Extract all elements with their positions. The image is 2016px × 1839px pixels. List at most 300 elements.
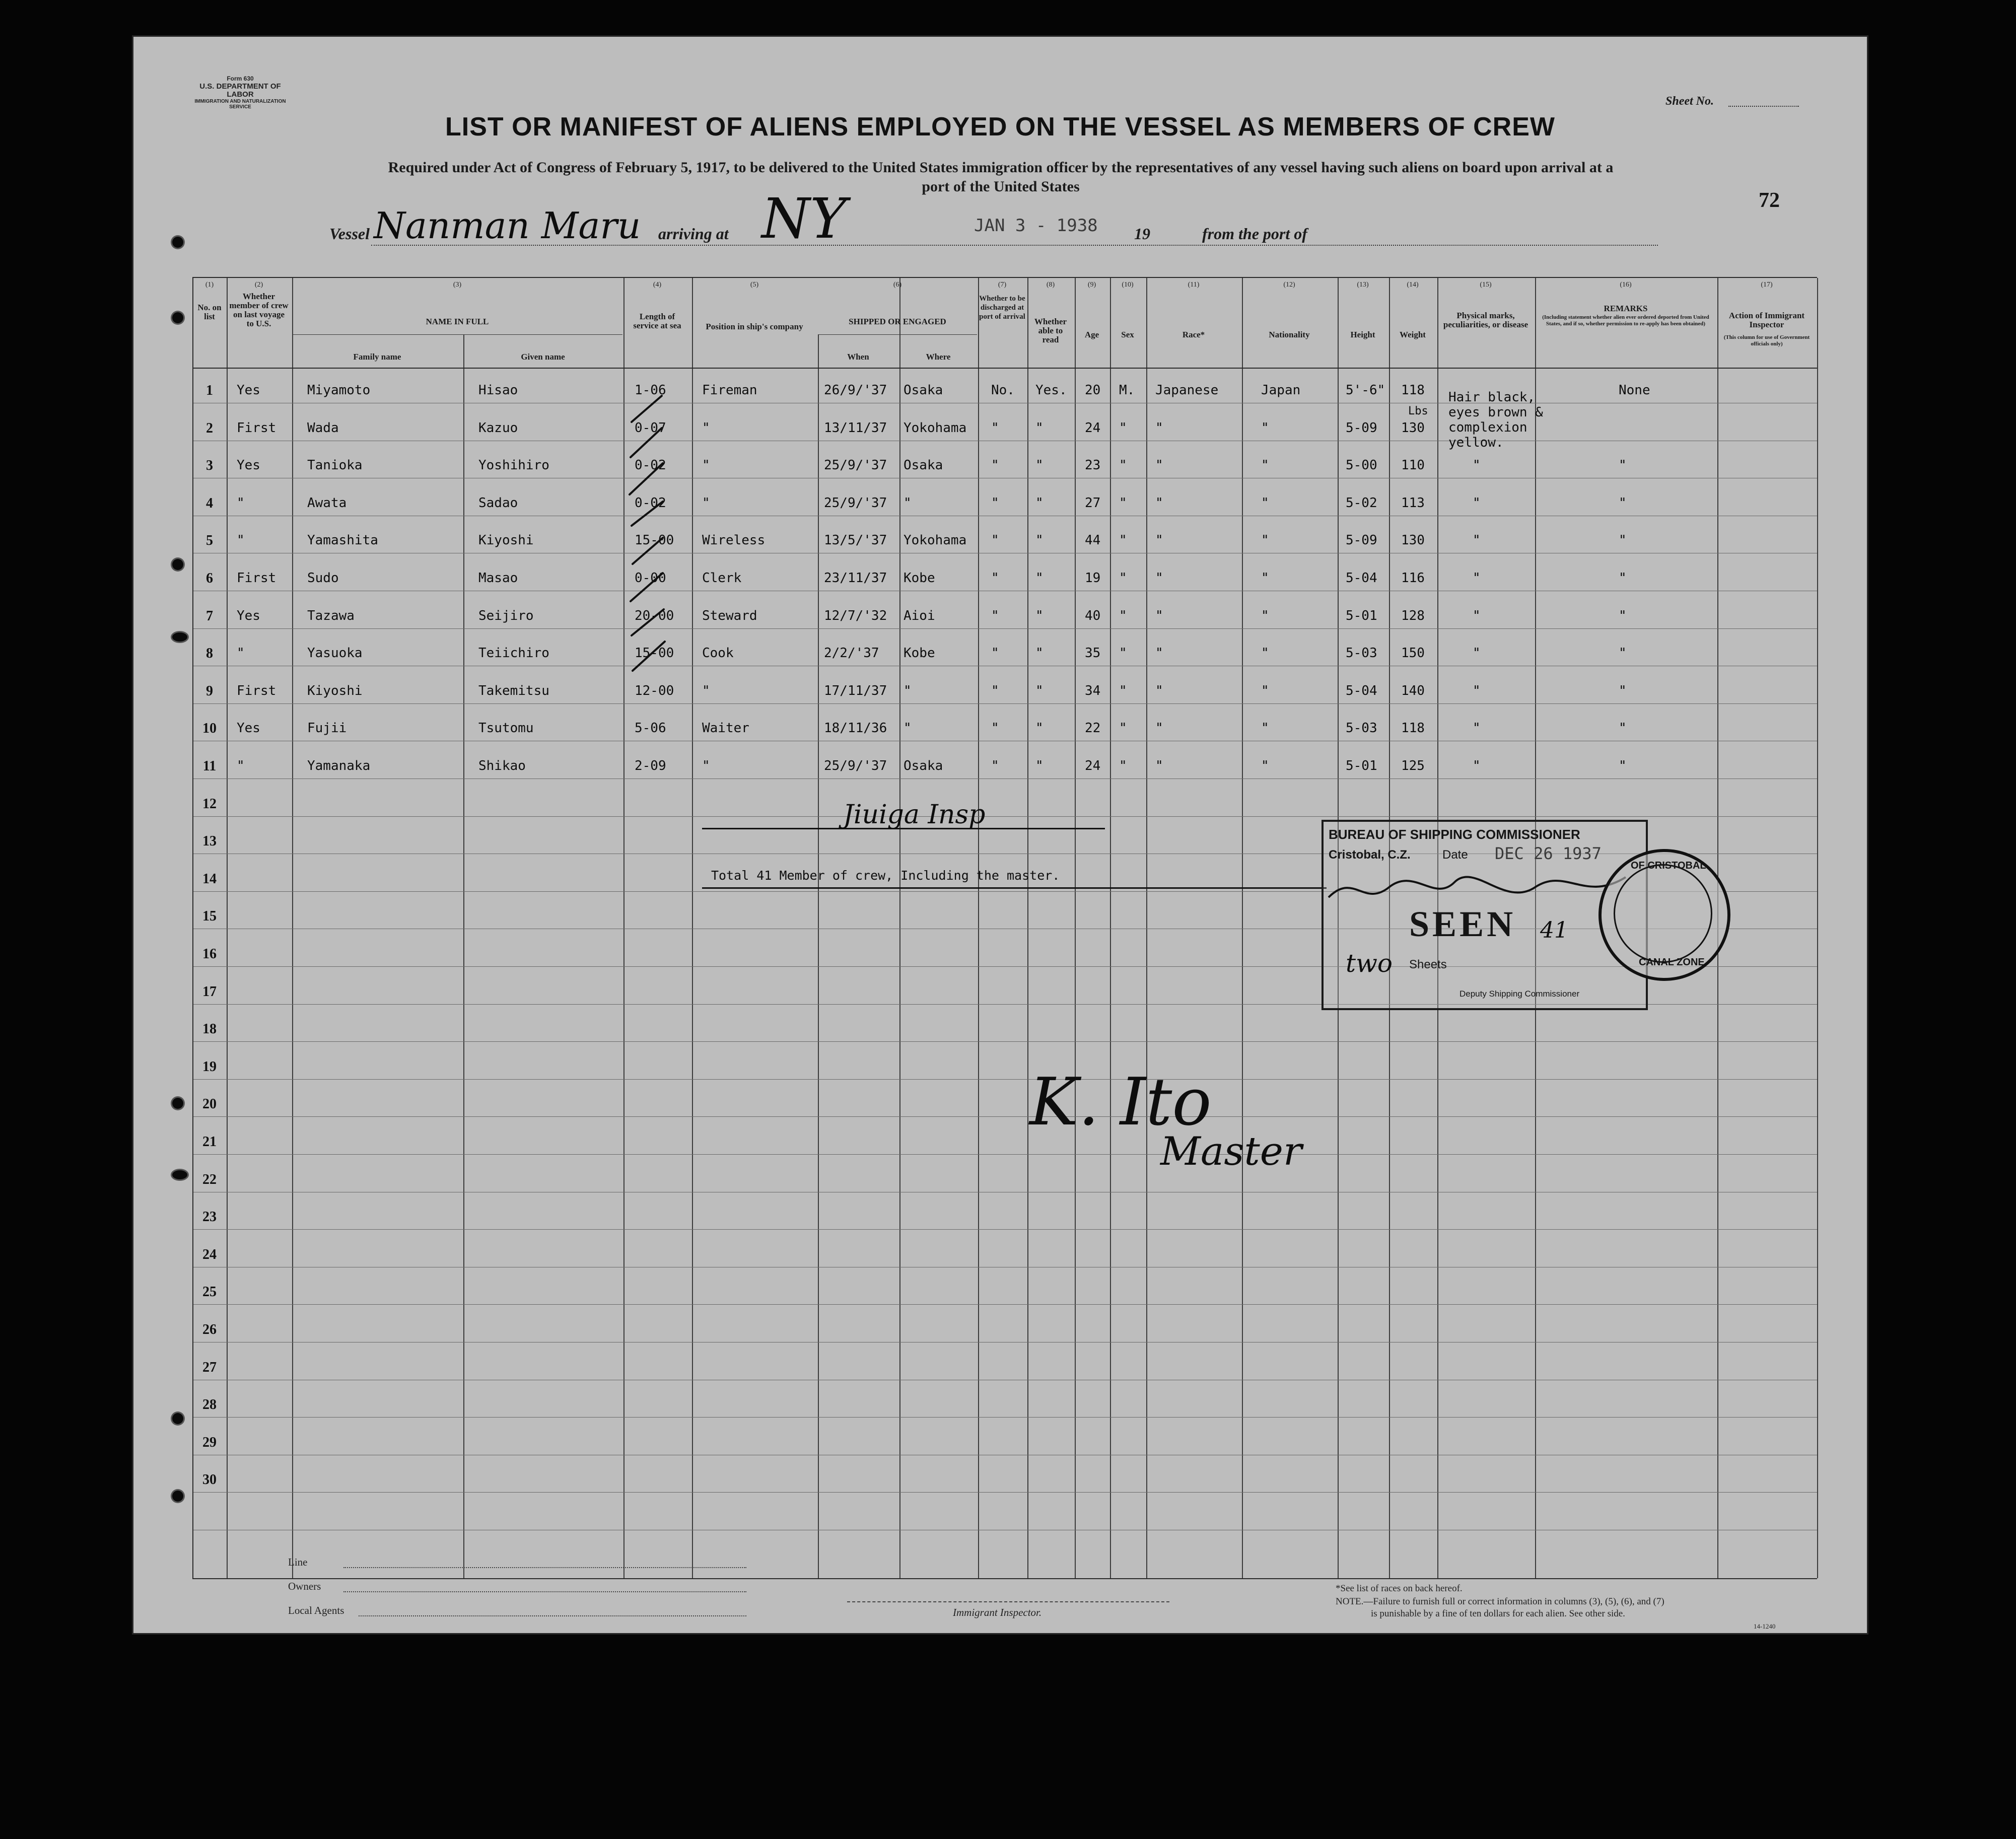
col-header-given-name: Given name [521, 352, 565, 362]
shipped-where-cell: Kobe [903, 646, 935, 661]
discharged-cell: " [991, 495, 999, 511]
total-crew-note: Total 41 Member of crew, Including the master. [711, 868, 1060, 883]
footer-line-label: Line [288, 1556, 308, 1568]
col-header-nationality: Nationality [1269, 330, 1310, 339]
row-number: 23 [202, 1209, 217, 1225]
form-subtitle [207, 158, 1794, 196]
master-title: Master [1160, 1129, 1302, 1174]
col-number: (10) [1122, 281, 1134, 289]
weight-cell: 130 [1401, 533, 1425, 548]
col-number: (4) [653, 281, 662, 289]
discharged-cell: " [991, 420, 999, 436]
race-cell: " [1155, 721, 1163, 736]
remarks-cell: " [1619, 533, 1627, 548]
row-number: 15 [202, 908, 217, 925]
cristobal-seal [1598, 849, 1730, 981]
col-header-shipped: SHIPPED OR ENGAGED [849, 317, 946, 326]
stamp-sheets-hand: two [1346, 949, 1393, 978]
col-header-height: Height [1350, 330, 1375, 339]
vessel-dotted-line [371, 245, 1658, 246]
footer-owners-field [343, 1591, 746, 1592]
race-cell: " [1155, 758, 1163, 773]
arriving-port: NY [761, 186, 847, 251]
height-cell: 5-03 [1346, 646, 1377, 661]
given-name-cell: Takemitsu [478, 683, 549, 698]
last-voyage-cell: First [237, 683, 276, 698]
age-cell: 24 [1085, 758, 1101, 773]
remarks-cell: " [1619, 646, 1627, 661]
col-header-action: Action of Immigrant Inspector [1728, 311, 1805, 329]
row-rule [193, 816, 1817, 817]
column-rule [1075, 278, 1076, 1578]
shipped-when-cell: 18/11/36 [824, 721, 887, 736]
race-cell: " [1155, 608, 1163, 623]
col-header-physical-marks: Physical marks, peculiarities, or disease [1443, 311, 1528, 329]
age-cell: 44 [1085, 533, 1101, 548]
header-rule [193, 368, 1817, 369]
shipped-where-cell: Osaka [903, 758, 943, 773]
shipped-when-cell: 23/11/37 [824, 571, 887, 586]
row-rule [193, 1154, 1817, 1155]
row-number: 25 [202, 1284, 217, 1300]
given-name-cell: Kazuo [478, 420, 518, 436]
shipped-where-cell: " [903, 721, 912, 736]
weight-cell: 110 [1401, 458, 1425, 473]
footer-penalty-note-1: NOTE.—Failure to furnish full or correct information in columns (3), (5), (6), and (7) [1336, 1596, 1664, 1607]
age-cell: 34 [1085, 683, 1101, 698]
footer-inspector-field [847, 1601, 1169, 1602]
sheet-number-field [1728, 106, 1799, 107]
inspector-signature: Jiuiga Insp [843, 800, 986, 830]
shipped-when-cell: 17/11/37 [824, 683, 887, 698]
physical-marks-cell: " [1473, 608, 1481, 623]
weight-cell: 150 [1401, 646, 1425, 661]
position-cell: Clerk [702, 571, 742, 586]
row-number: 16 [202, 946, 217, 962]
weight-cell: 140 [1401, 683, 1425, 698]
height-cell: 5-01 [1346, 758, 1377, 773]
able-to-read-cell: " [1035, 721, 1044, 736]
stamp-bureau: BUREAU OF SHIPPING COMMISSIONER [1329, 827, 1580, 842]
binder-hole [172, 632, 187, 642]
row-number: 22 [202, 1171, 217, 1187]
physical-marks-line: Hair black, [1448, 390, 1536, 405]
footer-inspector-label: Immigrant Inspector. [953, 1606, 1042, 1618]
row-number: 17 [202, 983, 217, 1000]
remarks-cell: " [1619, 458, 1627, 473]
age-cell: 35 [1085, 646, 1101, 661]
subtitle-line-2: port of the United States [922, 178, 1080, 195]
column-rule [292, 278, 293, 1578]
row-number: 20 [202, 1096, 217, 1112]
position-cell: " [702, 683, 710, 698]
weight-cell: 116 [1401, 571, 1425, 586]
seal-top-text: OF CRISTOBAL [1631, 860, 1706, 871]
row-number: 9 [206, 683, 213, 699]
height-cell: 5-01 [1346, 608, 1377, 623]
given-name-cell: Teiichiro [478, 646, 549, 661]
col-header-discharged: Whether to be discharged at port of arrival [979, 295, 1025, 321]
physical-marks-cell: " [1473, 495, 1481, 511]
footer-agents-label: Local Agents [288, 1604, 344, 1616]
height-cell: 5-09 [1346, 533, 1377, 548]
row-number: 3 [206, 458, 213, 474]
column-rule [1110, 278, 1111, 1578]
last-voyage-cell: Yes [237, 608, 260, 623]
row-number: 30 [202, 1472, 217, 1488]
binder-hole [172, 312, 183, 323]
nationality-cell: " [1261, 420, 1269, 436]
age-cell: 40 [1085, 608, 1101, 623]
binder-hole [172, 559, 183, 570]
family-name-cell: Yamashita [307, 533, 378, 548]
binder-hole [172, 1491, 183, 1502]
col-header-family-name: Family name [353, 352, 401, 362]
row-rule [193, 1041, 1817, 1042]
col-number: (5) [750, 281, 759, 289]
col-header-read: Whether able to read [1034, 317, 1067, 344]
stamp-scribble [1324, 867, 1636, 912]
position-cell: Wireless [702, 533, 766, 548]
remarks-cell: " [1619, 721, 1627, 736]
total-rule [702, 887, 1327, 889]
physical-marks-line: yellow. [1448, 435, 1504, 450]
row-number: 10 [202, 721, 217, 737]
discharged-cell: " [991, 533, 999, 548]
sheet-number-label: Sheet No. [1665, 95, 1714, 108]
shipped-when-cell: 26/9/'37 [824, 383, 887, 398]
row-number: 5 [206, 533, 213, 549]
race-cell: " [1155, 533, 1163, 548]
discharged-cell: " [991, 458, 999, 473]
race-cell: " [1155, 683, 1163, 698]
remarks-cell: " [1619, 608, 1627, 623]
col-header-where: Where [926, 352, 951, 362]
given-name-cell: Sadao [478, 495, 518, 511]
discharged-cell: No. [991, 383, 1015, 398]
department-label: U.S. DEPARTMENT OF LABOR [199, 82, 281, 99]
col-header-last-voyage: Whether member of crew on last voyage to U.S. [229, 292, 289, 328]
discharged-cell: " [991, 571, 999, 586]
column-rule [899, 278, 900, 1578]
physical-marks-cell: " [1473, 683, 1481, 698]
service-length-cell: 0-02 [635, 495, 666, 511]
col-header-race: Race* [1182, 330, 1205, 339]
physical-marks-cell: " [1473, 646, 1481, 661]
discharged-cell: " [991, 683, 999, 698]
family-name-cell: Tazawa [307, 608, 355, 623]
weight-cell: 113 [1401, 495, 1425, 511]
page-number: 72 [1759, 189, 1780, 212]
binder-hole [172, 1170, 187, 1179]
row-rule [193, 1116, 1817, 1117]
stamp-date-label: Date [1442, 848, 1468, 862]
position-cell: " [702, 758, 710, 773]
footer-owners-label: Owners [288, 1580, 321, 1592]
age-cell: 23 [1085, 458, 1101, 473]
column-rule [1242, 278, 1243, 1578]
physical-marks-line: eyes brown & [1448, 405, 1543, 420]
given-name-cell: Kiyoshi [478, 533, 534, 548]
physical-marks-cell: " [1473, 758, 1481, 773]
row-rule [193, 1492, 1817, 1493]
col-header-remarks: REMARKS [1604, 304, 1648, 313]
check-marks [621, 394, 682, 676]
footer-line-field [343, 1567, 746, 1568]
shipped-when-cell: 13/11/37 [824, 420, 887, 436]
arrival-date-stamp: JAN 3 - 1938 [974, 216, 1098, 236]
height-cell: 5-02 [1346, 495, 1377, 511]
shipped-where-cell: Osaka [903, 383, 943, 398]
family-name-cell: Fujii [307, 721, 347, 736]
service-length-cell: 20-00 [635, 608, 674, 623]
able-to-read-cell: " [1035, 458, 1044, 473]
column-rule [463, 334, 464, 1578]
given-name-cell: Yoshihiro [478, 458, 549, 473]
row-number: 19 [202, 1058, 217, 1075]
nationality-cell: " [1261, 646, 1269, 661]
row-number: 12 [202, 796, 217, 812]
from-port-label: from the port of [1202, 225, 1307, 243]
year-label: 19 [1134, 225, 1150, 243]
able-to-read-cell: " [1035, 646, 1044, 661]
binder-hole [172, 237, 183, 248]
position-cell: Steward [702, 608, 757, 623]
footer-races-note: *See list of races on back hereof. [1336, 1583, 1463, 1594]
weight-cell: 125 [1401, 758, 1425, 773]
vessel-name: Nanman Maru [374, 204, 641, 247]
col-number: (12) [1283, 281, 1295, 289]
seal-bottom-text: CANAL ZONE [1639, 957, 1705, 968]
row-number: 11 [202, 758, 217, 774]
sex-cell: " [1119, 608, 1127, 623]
remarks-cell: " [1619, 683, 1627, 698]
position-cell: " [702, 420, 710, 436]
col-number: (13) [1357, 281, 1369, 289]
form-header [187, 75, 293, 110]
shipped-where-cell: " [903, 495, 912, 511]
able-to-read-cell: Yes. [1035, 383, 1067, 398]
col-number: (16) [1620, 281, 1632, 289]
vessel-label: Vessel [329, 225, 370, 243]
service-length-cell: 0-00 [635, 571, 666, 586]
race-cell: " [1155, 420, 1163, 436]
family-name-cell: Kiyoshi [307, 683, 363, 698]
discharged-cell: " [991, 721, 999, 736]
physical-marks-cell: " [1473, 458, 1481, 473]
row-rule [193, 1229, 1817, 1230]
row-number: 21 [202, 1134, 217, 1150]
row-number: 2 [206, 420, 213, 436]
given-name-cell: Masao [478, 571, 518, 586]
age-cell: 27 [1085, 495, 1101, 511]
service-length-cell: 12-00 [635, 683, 674, 698]
footer-agents-field [359, 1615, 746, 1616]
col-header-position: Position in ship's company [706, 322, 803, 331]
able-to-read-cell: " [1035, 608, 1044, 623]
position-cell: " [702, 495, 710, 511]
given-name-cell: Seijiro [478, 608, 534, 623]
height-cell: 5-00 [1346, 458, 1377, 473]
weight-unit: Lbs [1408, 405, 1428, 417]
col-number: (7) [998, 281, 1007, 289]
nationality-cell: " [1261, 495, 1269, 511]
family-name-cell: Sudo [307, 571, 339, 586]
position-cell: " [702, 458, 710, 473]
height-cell: 5-03 [1346, 721, 1377, 736]
last-voyage-cell: First [237, 571, 276, 586]
position-cell: Cook [702, 646, 734, 661]
nationality-cell: " [1261, 683, 1269, 698]
race-cell: " [1155, 571, 1163, 586]
physical-marks-cell: " [1473, 533, 1481, 548]
remarks-cell: None [1619, 383, 1650, 398]
service-length-cell: 15-00 [635, 646, 674, 661]
height-cell: 5-09 [1346, 420, 1377, 436]
able-to-read-cell: " [1035, 495, 1044, 511]
row-number: 27 [202, 1359, 217, 1375]
weight-cell: 128 [1401, 608, 1425, 623]
able-to-read-cell: " [1035, 683, 1044, 698]
last-voyage-cell: " [237, 495, 245, 511]
row-rule [193, 703, 1817, 704]
shipped-where-cell: Yokohama [903, 533, 967, 548]
last-voyage-cell: " [237, 533, 245, 548]
race-cell: " [1155, 646, 1163, 661]
weight-cell: 118 [1401, 721, 1425, 736]
shipped-where-cell: Kobe [903, 571, 935, 586]
col-number: (8) [1046, 281, 1055, 289]
discharged-cell: " [991, 646, 999, 661]
discharged-cell: " [991, 758, 999, 773]
nationality-cell: " [1261, 721, 1269, 736]
able-to-read-cell: " [1035, 420, 1044, 436]
able-to-read-cell: " [1035, 533, 1044, 548]
stamp-sheets-label: Sheets [1409, 958, 1447, 971]
column-rule [692, 278, 693, 1578]
row-rule [193, 1304, 1817, 1305]
height-cell: 5'-6" [1346, 383, 1385, 398]
column-rule [227, 278, 228, 1578]
shipped-when-cell: 2/2/'37 [824, 646, 879, 661]
row-rule [193, 1079, 1817, 1080]
seal-inner-ring [1614, 864, 1712, 963]
row-number: 14 [202, 871, 217, 887]
sex-cell: " [1119, 683, 1127, 698]
row-rule [193, 628, 1817, 629]
service-length-cell: 0-07 [635, 420, 666, 436]
row-number: 26 [202, 1322, 217, 1337]
physical-marks-cell: " [1473, 721, 1481, 736]
stamp-date: DEC 26 1937 [1495, 844, 1602, 863]
col-number: (6) [893, 281, 902, 289]
col-header-weight: Weight [1400, 330, 1426, 339]
col-header-age: Age [1084, 330, 1099, 339]
sex-cell: " [1119, 758, 1127, 773]
service-label: IMMIGRATION AND NATURALIZATION SERVICE [194, 99, 286, 110]
height-cell: 5-04 [1346, 683, 1377, 698]
family-name-cell: Tanioka [307, 458, 363, 473]
row-number: 24 [202, 1246, 217, 1262]
col-number: (15) [1480, 281, 1492, 289]
nationality-cell: Japan [1261, 383, 1301, 398]
row-number: 29 [202, 1434, 217, 1450]
row-rule [193, 1417, 1817, 1418]
remarks-cell: " [1619, 495, 1627, 511]
last-voyage-cell: " [237, 758, 245, 773]
stamp-count: 41 [1540, 917, 1568, 943]
shipped-when-cell: 25/9/'37 [824, 495, 887, 511]
last-voyage-cell: Yes [237, 721, 260, 736]
col-number: (1) [205, 281, 214, 289]
age-cell: 20 [1085, 383, 1101, 398]
sex-cell: " [1119, 646, 1127, 661]
master-signature: K. Ito [1029, 1064, 1212, 1140]
col-number: (2) [254, 281, 263, 289]
shipped-where-cell: Yokohama [903, 420, 967, 436]
race-cell: Japanese [1155, 383, 1219, 398]
last-voyage-cell: Yes [237, 458, 260, 473]
manifest-sheet [132, 35, 1868, 1635]
row-number: 8 [206, 646, 213, 662]
col-number: (11) [1188, 281, 1200, 289]
shipped-when-cell: 12/7/'32 [824, 608, 887, 623]
family-name-cell: Awata [307, 495, 347, 511]
col-number: (14) [1407, 281, 1419, 289]
service-length-cell: 2-09 [635, 758, 666, 773]
age-cell: 24 [1085, 420, 1101, 436]
sex-cell: " [1119, 533, 1127, 548]
height-cell: 5-04 [1346, 571, 1377, 586]
sex-cell: " [1119, 495, 1127, 511]
crew-table [192, 277, 1817, 1579]
row-number: 13 [202, 833, 217, 850]
row-number: 18 [202, 1021, 217, 1037]
col-number: (17) [1761, 281, 1773, 289]
last-voyage-cell: Yes [237, 383, 260, 398]
able-to-read-cell: " [1035, 758, 1044, 773]
col-number: (3) [453, 281, 462, 289]
subtitle-line-1: Required under Act of Congress of February 5, 1917, to be delivered to the United States immigration officer by the representatives of any vessel having such aliens on board upon arrival at a [388, 159, 1614, 176]
position-cell: Waiter [702, 721, 749, 736]
shipped-when-cell: 25/9/'37 [824, 758, 887, 773]
column-rule [1146, 278, 1147, 1578]
form-footer [192, 1556, 1816, 1632]
arriving-label: arriving at [658, 225, 729, 243]
given-name-cell: Tsutomu [478, 721, 534, 736]
family-name-cell: Miyamoto [307, 383, 371, 398]
col-header-sex: Sex [1121, 330, 1134, 339]
remarks-cell: " [1619, 758, 1627, 773]
sex-cell: " [1119, 420, 1127, 436]
sex-cell: M. [1119, 383, 1135, 398]
col-number: (9) [1087, 281, 1096, 289]
sex-cell: " [1119, 571, 1127, 586]
table-header [193, 278, 1817, 368]
col-header-remarks-note: (Including statement whether alien ever ordered deported from United States, and if so, whether permission to re-apply has been obtained) [1542, 314, 1709, 327]
col-header-no: No. on list [197, 303, 222, 321]
able-to-read-cell: " [1035, 571, 1044, 586]
discharged-cell: " [991, 608, 999, 623]
weight-cell: 118 [1401, 383, 1425, 398]
family-name-cell: Yasuoka [307, 646, 363, 661]
nationality-cell: " [1261, 758, 1269, 773]
physical-marks-line: complexion [1448, 420, 1527, 435]
shipped-where-cell: " [903, 683, 912, 698]
nationality-cell: " [1261, 533, 1269, 548]
service-length-cell: 0-02 [635, 458, 666, 473]
remarks-cell: " [1619, 571, 1627, 586]
